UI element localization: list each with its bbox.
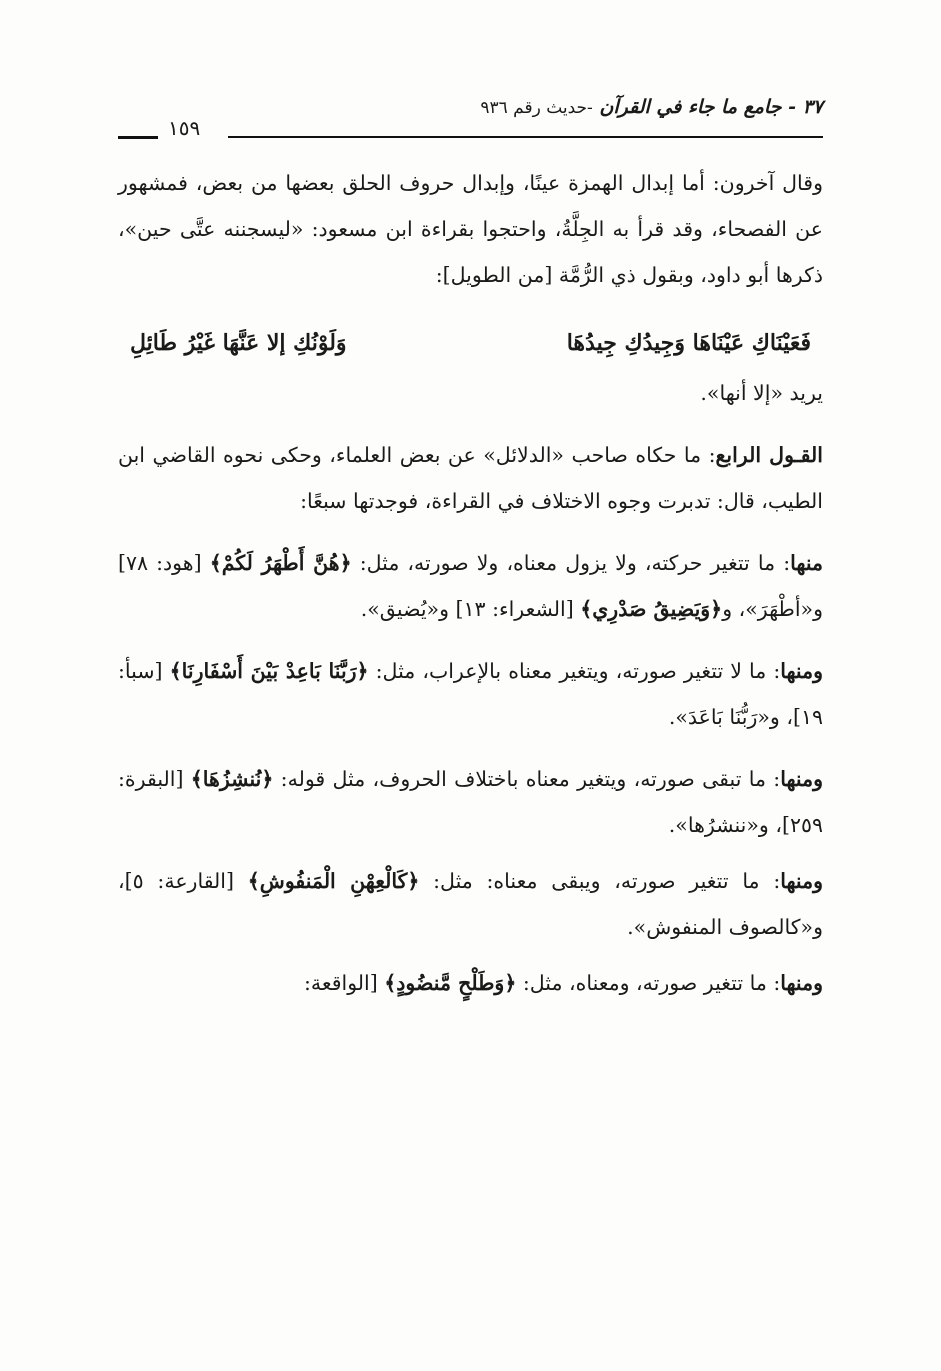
paragraph-text: [سبأ: ١٩]، و«رَبُّنَا بَاعَدَ».: [118, 659, 823, 729]
section-heading: القـول الرابع: [715, 443, 823, 467]
header-title: [480, 96, 823, 118]
page-number: ١٥٩: [168, 116, 201, 140]
quran-quote: ﴿وَيَضِيقُ صَدْرِي﴾: [580, 597, 723, 621]
paragraph-lead: ومنها: [780, 767, 823, 791]
quran-quote: ﴿رَبَّنَا بَاعِدْ بَيْنَ أَسْفَارِنَا﴾: [169, 659, 369, 683]
page-number-dash: [118, 136, 158, 139]
poem-verse: [130, 320, 811, 366]
verse-first-hemistich: فَعَيْنَاكِ عَيْنَاهَا وَجِيدُكِ جِيدُهَا: [566, 330, 811, 356]
quran-quote: ﴿وَطَلْحٍ مَّنضُودٍ﴾: [384, 971, 517, 995]
verse-second-hemistich: وَلَوْنُكِ إلا عَنَّهَا غَيْرُ طَائِلِ: [130, 330, 347, 356]
paragraph-meaning: يريد «إلا أنها».: [700, 381, 823, 405]
paragraph-text: : ما تتغير صورته، ويبقى معناه: مثل:: [419, 869, 781, 893]
paragraph-lead: ومنها: [780, 869, 823, 893]
quran-quote: ﴿هُنَّ أَطْهَرُ لَكُمْ﴾: [209, 551, 352, 575]
paragraph-text: : ما حكاه صاحب «الدلائل» عن بعض العلماء، وحكى نحوه القاضي ابن الطيب، قال: تدبرت وجوه الاختلاف في القراءة، فوجدتها سبعًا:: [118, 443, 823, 513]
paragraph-type-five: [118, 960, 823, 1006]
header-rule: [228, 136, 823, 138]
paragraph-type-three: [118, 756, 823, 848]
paragraph-type-one: [118, 540, 823, 632]
paragraph-text: [القارعة: ٥]، و«كالصوف المنفوش».: [118, 869, 823, 939]
chapter-title: ٣٧ - جامع ما جاء في القرآن: [599, 96, 823, 118]
running-header: [118, 96, 823, 140]
paragraph-text: [الشعراء: ١٣] و«يُضيق».: [360, 597, 581, 621]
paragraph-text: : ما تبقى صورته، ويتغير معناه باختلاف الحروف، مثل قوله:: [273, 767, 781, 791]
quran-quote: ﴿كَالْعِهْنِ الْمَنفُوشِ﴾: [247, 869, 420, 893]
page-body: [118, 160, 823, 1006]
hadith-number: -حديث رقم ٩٣٦: [480, 98, 593, 118]
paragraph-text: [هود: ٧٨] و«أطْهَرَ»، و: [118, 551, 823, 621]
paragraph-text: : ما تتغير صورته، ومعناه، مثل:: [516, 971, 781, 995]
paragraph-lead: ومنها: [780, 971, 823, 995]
paragraph-type-two: [118, 648, 823, 740]
paragraph-type-four: [118, 858, 823, 950]
paragraph-fourth-opinion: [118, 432, 823, 524]
paragraph-lead: منها: [790, 551, 824, 575]
paragraph-text: : ما تتغير حركته، ولا يزول معناه، ولا صورته، مثل:: [351, 551, 791, 575]
paragraph-text: : ما لا تتغير صورته، ويتغير معناه بالإعراب، مثل:: [368, 659, 781, 683]
paragraph-text: [الواقعة:: [303, 971, 385, 995]
paragraph-text: [البقرة: ٢٥٩]، و«ننشرُها».: [118, 767, 823, 837]
quran-quote: ﴿نُنشِزُهَا﴾: [190, 767, 274, 791]
paragraph-other-opinion: وقال آخرون: أما إبدال الهمزة عينًا، وإبدال حروف الحلق بعضها من بعض، فمشهور عن الفصحاء، وقد قرأ به الجِلَّةُ، واحتجوا بقراءة ابن مسعود: «ليسجننه عتَّى حين»، ذكرها أبو داود، وبقول ذي الرُّمَّة [من الطويل]:: [118, 171, 823, 287]
paragraph-lead: ومنها: [780, 659, 823, 683]
